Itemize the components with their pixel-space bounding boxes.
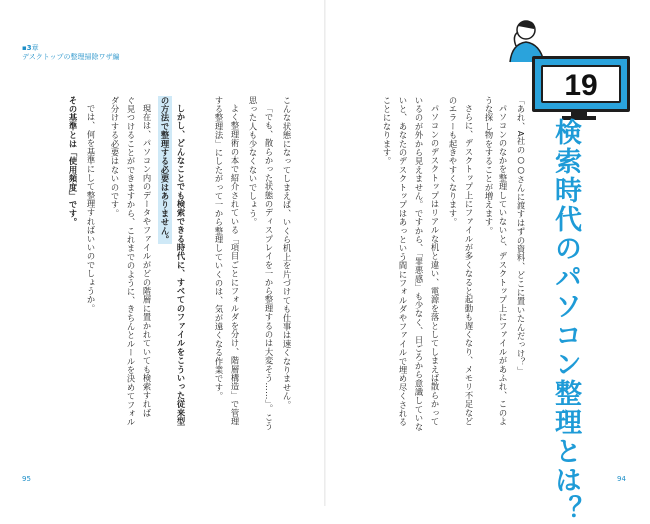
left-line-8: 現在は、パソコン内のデータやファイルがどの階層に置かれていても検索すれば <box>142 104 152 418</box>
right-line-3: うな探し物をすることが増えます。 <box>484 96 494 236</box>
left-line-3: 思った人も少なくないでしょう。 <box>248 96 258 227</box>
left-line-2: 「でも、散らかった状態のディスプレイを一から整理するのは大変そう……」。こう <box>264 104 274 431</box>
right-line-9: ことになります。 <box>382 96 392 166</box>
left-line-6: しかし、どんなことでも検索できる時代に、すべてのファイルをこういった従来型 <box>176 104 186 426</box>
right-line-1: 「あれ、A社の○○さんに渡すはずの資料、どこに置いたんだっけ？」 <box>516 96 526 376</box>
page-number-left: 95 <box>22 475 31 483</box>
page-title: 検索時代のパソコン整理とは？ <box>550 118 581 524</box>
chapter-label: デスクトップの整理掃除ワザ編 <box>22 53 120 61</box>
right-line-7: いるのが外から見えません。ですから、「罪悪感」も少なく、日ごろから意識していな <box>414 96 424 432</box>
left-line-12: その基準とは「使用頻度」です。 <box>68 96 78 227</box>
section-number: 19 <box>564 69 598 102</box>
right-line-4: さらに、デスクトップ上にファイルが多くなると起動も遅くなり、メモリ不足など <box>464 104 474 426</box>
monitor-illustration <box>532 56 630 112</box>
right-line-6: パソコンのデスクトップはリアルな机と違い、電源を落としてしまえば散らかって <box>430 104 440 426</box>
chapter-number: 3 <box>26 44 32 52</box>
page-number-right: 94 <box>617 475 626 483</box>
left-line-9: ぐ見つけることができますから、これまでのように、きちんとルールを決めてフォル <box>126 96 136 427</box>
left-line-7: の方法で整理する必要はありません。 <box>160 96 170 244</box>
right-line-8: いと、あなたのデスクトップはあっという間にフォルダやファイルで埋め尽くされる <box>398 96 408 427</box>
left-line-11: では、何を基準にして整理すればいいのでしょうか。 <box>86 104 96 313</box>
left-line-4: よく整理術の本で紹介されている「項目ごとにフォルダを分け、階層構造」で管理 <box>230 104 240 426</box>
right-line-2: パソコンのなかを整理していないと、デスクトップ上にファイルがあふれ、このよ <box>498 104 508 426</box>
chapter-header: ▪3章 デスクトップの整理掃除ワザ編 <box>22 44 120 61</box>
right-line-5: のエラーも起きやすくなります。 <box>448 96 458 227</box>
left-line-1: こんな状態になってしまえば、いくら机上を片づけても仕事は速くなりません。 <box>282 96 292 410</box>
book-gutter <box>324 0 326 506</box>
left-line-10: ダ分けする必要はないのです。 <box>110 96 120 218</box>
left-line-5: する整理法」にしたがって一から整理していくのは、気が遠くなる作業です。 <box>214 96 224 401</box>
